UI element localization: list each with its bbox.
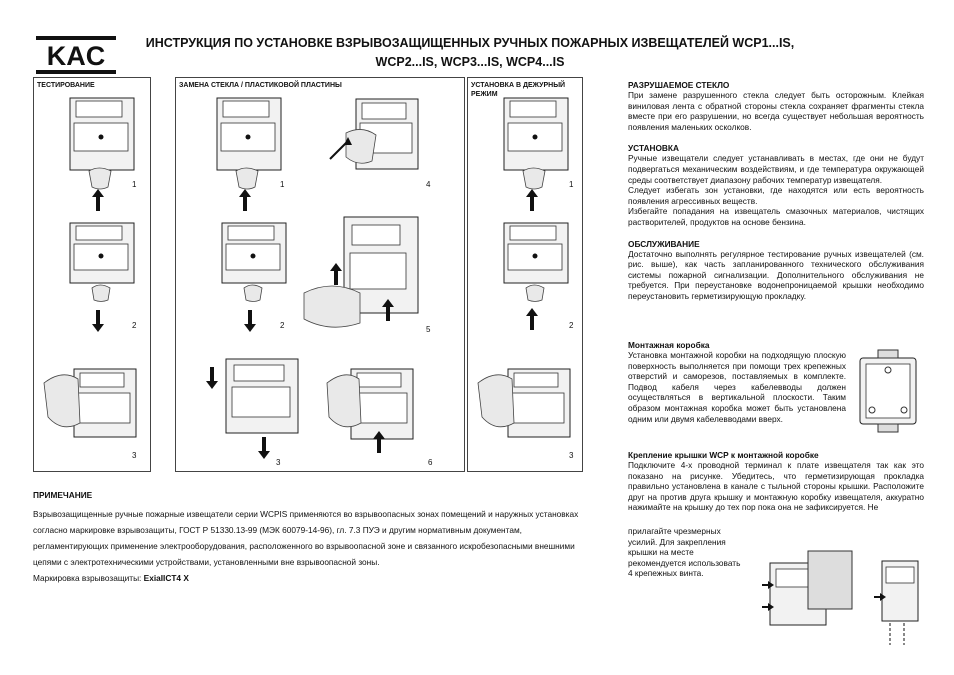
mounting-box-illustration	[852, 350, 924, 432]
cover-text-1: Подключите 4-х проводной терминал к плате извещателя так как это показано на рисунке. Убедитесь, что герметизирующая прокладка правильно установлена в канале с тыльной стороны крышки. Расположите друг на против друга крышку и монтажную коробку извещателя, аккуратно нажимайте на крышку до тех пор пока она не зафиксируется. Не	[628, 460, 924, 513]
logo-text: KAC	[46, 41, 106, 71]
install-p1: Ручные извещатели следует устанавливать в местах, где они не будут подвергаться механическим воздействиям, и где температура окружающей среды соответствует диапазону рабочих температур извещателя.	[628, 153, 924, 185]
kac-logo	[36, 36, 116, 74]
panel-label-standby: УСТАНОВКА В ДЕЖУРНЫЙ РЕЖИМ	[471, 82, 566, 98]
fig-replace-2: 2	[280, 321, 285, 330]
service-heading: ОБСЛУЖИВАНИЕ	[628, 238, 700, 249]
cover-section	[628, 450, 924, 513]
glass-text: При замене разрушенного стекла следует быть осторожным. Клейкая виниловая лента с обратной стороны стекла сохраняет фрагменты стекла вместе при его разрушении, но всегда существует небольшая вероятность появления маленьких осколков.	[628, 90, 924, 132]
title-line-1: ИНСТРУКЦИЯ ПО УСТАНОВКЕ ВЗРЫВОЗАЩИЩЕННЫХ РУЧНЫХ ПОЖАРНЫХ ИЗВЕЩАТЕЛЕЙ WCP1...IS,	[145, 36, 795, 50]
panel-label-testing: ТЕСТИРОВАНИЕ	[37, 82, 95, 89]
install-p2: Следует избегать зон установки, где находятся или есть вероятность появления агрессивных веществ.	[628, 185, 924, 206]
page-title	[130, 34, 810, 72]
mount-box-heading: Монтажная коробка	[628, 340, 710, 350]
standby-step-2-illustration	[498, 218, 578, 333]
test-step-2-illustration	[64, 218, 144, 333]
mount-box-text: Установка монтажной коробки на подходящую плоскую поверхность выполняется при помощи трех крепежных отверстий и саморезов, поставляемых в комплекте. Подвод кабеля через кабелевводы должен осуществляться в вертикальной плоскости. Таким образом монтажная коробка может быть установлена одним или двумя кабелевводами вверх.	[628, 350, 846, 424]
right-column	[628, 80, 924, 302]
fig-test-3: 3	[132, 451, 137, 460]
install-heading: УСТАНОВКА	[628, 143, 679, 154]
standby-step-3-illustration	[476, 363, 581, 448]
panel-label-replacement: ЗАМЕНА СТЕКЛА / ПЛАСТИКОВОЙ ПЛАСТИНЫ	[179, 82, 342, 89]
cover-heading: Крепление крышки WCP к монтажной коробке	[628, 450, 819, 460]
cover-text-2: прилагайте чрезмерных усилий. Для закрепления крышки на месте рекомендуется использовать 4 крепежных винта.	[628, 526, 741, 579]
glass-heading: РАЗРУШАЕМОЕ СТЕКЛО	[628, 80, 730, 90]
note-section	[33, 490, 589, 586]
replace-step-4-illustration	[326, 93, 436, 203]
marking-value: ExiaIICT4 X	[143, 573, 189, 583]
fig-test-2: 2	[132, 321, 137, 330]
note-marking	[33, 570, 589, 586]
test-step-3-illustration	[42, 363, 147, 448]
cover-attach-illustration-right	[864, 553, 924, 648]
replace-step-1-illustration	[211, 93, 291, 213]
cover-attach-illustration-left	[758, 545, 858, 645]
marking-label: Маркировка взрывозащиты:	[33, 573, 142, 583]
note-text: Взрывозащищенные ручные пожарные извещатели серии WCPIS применяются во взрывоопасных зонах помещений и наружных установках согласно маркировке взрывозащиты, ГОСТ Р 51330.13-99 (МЭК 60079-14-96), гл. 7.3 ПУЭ и другим нормативным документам, регламентирующих применение электрооборудования, расположенного во взрывоопасной зоне и связанного искробезопасными внешними цепями с электротехническими устройствами, установленными вне взрывоопасной зоны.	[33, 509, 579, 567]
standby-step-1-illustration	[498, 93, 578, 213]
panel-testing	[33, 77, 151, 472]
panel-replacement	[175, 77, 465, 472]
fig-standby-1: 1	[569, 180, 574, 189]
fig-replace-4: 4	[426, 180, 431, 189]
note-heading: ПРИМЕЧАНИЕ	[33, 490, 93, 500]
install-p3: Избегайте попадания на извещатель смазочных материалов, чистящих растворителей, продуктов на основе бензина.	[628, 206, 924, 227]
fig-replace-5: 5	[426, 325, 431, 334]
fig-replace-3: 3	[276, 458, 281, 467]
title-line-2: WCP2...IS, WCP3...IS, WCP4...IS	[375, 55, 565, 69]
test-step-1-illustration	[64, 93, 144, 213]
fig-standby-2: 2	[569, 321, 574, 330]
fig-replace-1: 1	[280, 180, 285, 189]
fig-standby-3: 3	[569, 451, 574, 460]
fig-replace-6: 6	[428, 458, 433, 467]
replace-step-5-illustration	[296, 213, 436, 338]
replace-step-2-illustration	[216, 218, 296, 333]
service-text: Достаточно выполнять регулярное тестирование ручных извещателей (см. рис. выше), как часть запланированного технического обслуживания системы пожарной сигнализации. Дополнительного обслуживания не требуется. При переустановке водонепроницаемой крышки необходимо переустановить герметизирующую прокладку.	[628, 248, 924, 301]
panel-standby	[467, 77, 583, 472]
replace-step-3-illustration	[206, 353, 316, 463]
fig-test-1: 1	[132, 180, 137, 189]
replace-step-6-illustration	[321, 363, 441, 458]
mount-box-section	[628, 340, 846, 424]
